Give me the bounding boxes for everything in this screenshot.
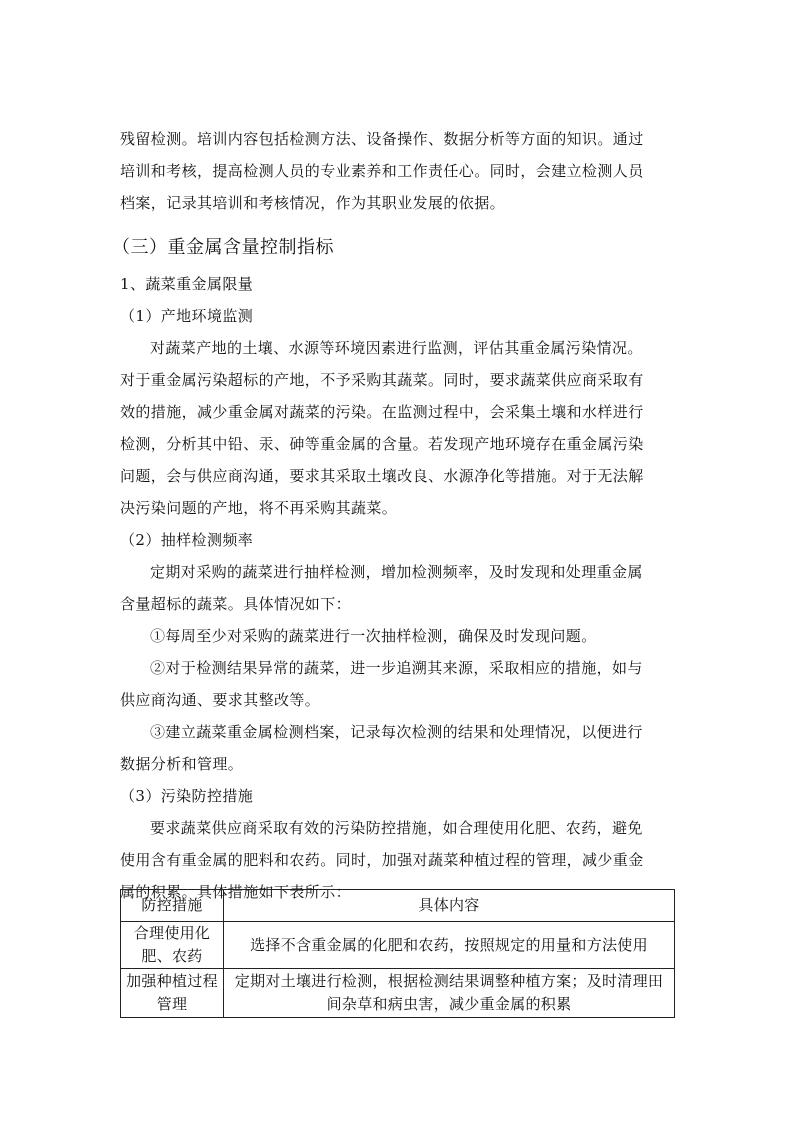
item-heading: （1）产地环境监测: [120, 307, 254, 325]
paragraph-line: 残留检测。培训内容包括检测方法、设备操作、数据分析等方面的知识。通过: [120, 130, 644, 148]
cell-line: 间杂草和病虫害，减少重金属的积累: [326, 995, 572, 1013]
paragraph-line: 效的措施，减少重金属对蔬菜的污染。在监测过程中，会采集土壤和水样进行: [120, 403, 644, 421]
paragraph-line: 检测，分析其中铅、汞、砷等重金属的含量。若发现产地环境存在重金属污染: [120, 435, 644, 453]
table-header-cell: 防控措施: [121, 890, 224, 922]
cell-line: 管理: [156, 995, 188, 1013]
list-item: ①每周至少对采购的蔬菜进行一次抽样检测，确保及时发现问题。: [150, 627, 597, 645]
table-header-row: [121, 890, 675, 922]
table-cell-measure: [121, 969, 224, 1018]
cell-line: 定期对土壤进行检测，根据检测结果调整种植方案；及时清理田: [234, 972, 664, 990]
prevention-measures-table: [120, 889, 675, 1018]
table-row: [121, 969, 675, 1018]
paragraph-line: 要求蔬菜供应商采取有效的污染防控措施，如合理使用化肥、农药，避免: [150, 819, 643, 837]
cell-line: 选择不含重金属的化肥和农药，按照规定的用量和方法使用: [250, 935, 648, 954]
paragraph-line: 问题，会与供应商沟通，要求其采取土壤改良、水源净化等措施。对于无法解: [120, 467, 644, 485]
section-heading: （三）重金属含量控制指标: [112, 237, 334, 258]
table-cell-measure: [121, 922, 224, 969]
list-item: ③建立蔬菜重金属检测档案，记录每次检测的结果和处理情况，以便进行: [150, 723, 643, 741]
table-cell-content: [224, 969, 675, 1018]
list-item-continued: 数据分析和管理。: [120, 755, 244, 773]
paragraph-line: 培训和考核，提高检测人员的专业素养和工作责任心。同时，会建立检测人员: [120, 162, 644, 180]
cell-line: 肥、农药: [141, 947, 203, 965]
table-cell-content: [224, 922, 675, 969]
paragraph-line: 属的积累。具体措施如下表所示：: [120, 883, 352, 901]
paragraph-line: 决污染问题的产地，将不再采购其蔬菜。: [120, 499, 398, 517]
paragraph-line: 定期对采购的蔬菜进行抽样检测，增加检测频率，及时发现和处理重金属: [150, 563, 643, 581]
cell-line: 加强种植过程: [126, 972, 218, 990]
paragraph-line: 档案，记录其培训和考核情况，作为其职业发展的依据。: [120, 194, 506, 212]
paragraph-line: 对蔬菜产地的土壤、水源等环境因素进行监测，评估其重金属污染情况。: [150, 339, 643, 357]
item-heading: （2）抽样检测频率: [120, 531, 254, 549]
cell-line: 合理使用化: [133, 924, 211, 942]
list-item: ②对于检测结果异常的蔬菜，进一步追溯其来源，采取相应的措施，如与: [150, 659, 643, 677]
paragraph-line: 使用含有重金属的肥料和农药。同时，加强对蔬菜种植过程的管理，减少重金: [120, 851, 644, 869]
subsection-heading: 1、蔬菜重金属限量: [120, 275, 254, 293]
table-row: [121, 922, 675, 969]
table-header-cell: 具体内容: [224, 890, 675, 922]
item-heading: （3）污染防控措施: [120, 787, 254, 805]
list-item-continued: 供应商沟通、要求其整改等。: [120, 691, 321, 709]
paragraph-line: 含量超标的蔬菜。具体情况如下：: [120, 595, 352, 613]
paragraph-line: 对于重金属污染超标的产地，不予采购其蔬菜。同时，要求蔬菜供应商采取有: [120, 371, 644, 389]
